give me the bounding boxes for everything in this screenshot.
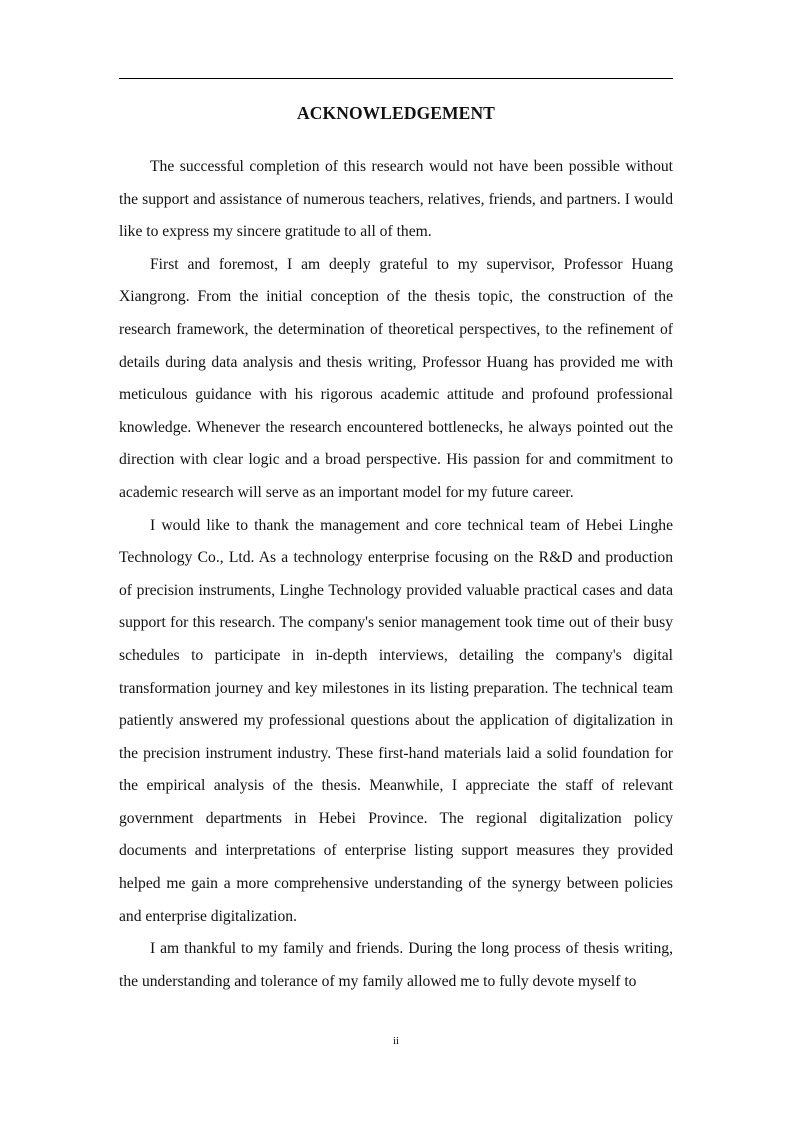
paragraph: First and foremost, I am deeply grateful to my supervisor, Professor Huang Xiangrong. From the initial conception of the thesis topic, the construction of the research framework, the determination of theoretical perspectives, to the refinement of details during data analysis and thesis writing, Professor Huang has provided me with meticulous guidance with his rigorous academic attitude and profound professional knowledge. Whenever the research encountered bottlenecks, he always pointed out the direction with clear logic and a broad perspective. His passion for and commitment to academic research will serve as an important model for my future career.	[119, 255, 673, 501]
paragraph: I would like to thank the management and core technical team of Hebei Linghe Technology Co., Ltd. As a technology enterprise focusing on the R&D and production of precision instruments, Linghe Technology provided valuable practical cases and data support for this research. The company's senior management took time out of their busy schedules to participate in in-depth interviews, detailing the company's digital transformation journey and key milestones in its listing preparation. The technical team patiently answered my professional questions about the application of digitalization in the precision instrument industry. These first-hand materials laid a solid foundation for the empirical analysis of the thesis. Meanwhile, I appreciate the staff of relevant government departments in Hebei Province. The regional digitalization policy documents and interpretations of enterprise listing support measures they provided helped me gain a more comprehensive understanding of the synergy between policies and enterprise digitalization.	[119, 516, 673, 925]
paragraph: The successful completion of this research would not have been possible without the support and assistance of numerous teachers, relatives, friends, and partners. I would like to express my sincere gratitude to all of them.	[119, 158, 673, 241]
body-text	[119, 151, 673, 998]
page-number: ii	[392, 1035, 400, 1047]
paragraph: I am thankful to my family and friends. During the long process of thesis writing, the understanding and tolerance of my family allowed me to fully devote myself to	[119, 940, 673, 990]
header-rule	[119, 78, 673, 79]
page-title: ACKNOWLEDGEMENT	[297, 103, 495, 123]
